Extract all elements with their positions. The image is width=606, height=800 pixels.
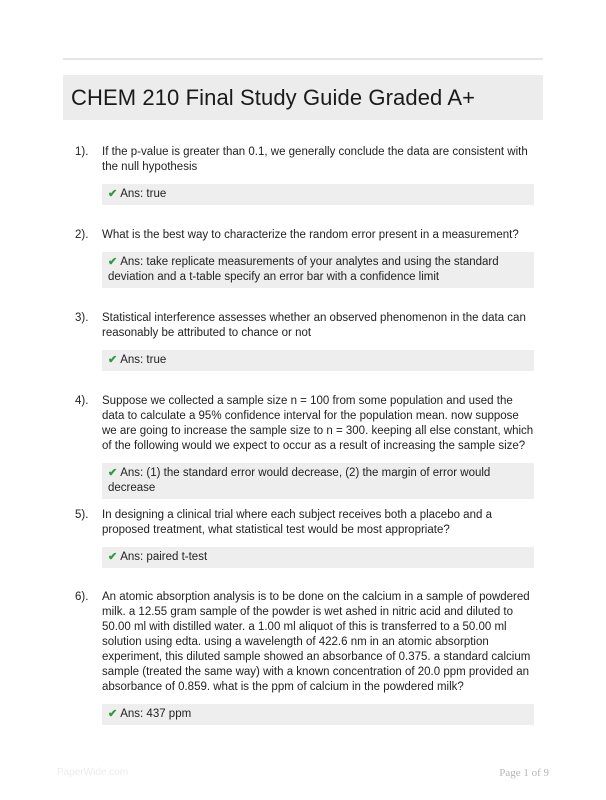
title-banner: [63, 75, 543, 120]
question-item: [75, 508, 535, 568]
checkmark-icon: ✔: [108, 708, 118, 720]
checkmark-icon: ✔: [108, 467, 118, 479]
question-text: An atomic absorption analysis is to be done on the calcium in a sample of powdered milk. a 12.55 gram sample of the powder is wet ashed in nitric acid and diluted to 50.00 ml with distilled water. a 1.00 ml aliquot of this is transferred to a 50.00 ml solution using edta. using a wavelength of 422.6 nm in an atomic absorption experiment, this diluted sample showed an absorbance of 0.375. a standard calcium sample (treated the same way) with a known concentration of 20.0 ppm provided an absorbance of 0.859. what is the ppm of calcium in the powdered milk?: [102, 591, 531, 693]
answer-text: Ans: 437 ppm: [120, 708, 192, 720]
checkmark-icon: ✔: [108, 551, 118, 563]
checkmark-icon: ✔: [108, 256, 118, 268]
question-item: [75, 590, 535, 725]
answer-box: [102, 252, 534, 288]
footer-watermark: PaperWide.com: [57, 767, 129, 778]
document-title: CHEM 210 Final Study Guide Graded A+: [71, 84, 476, 110]
answer-box: [102, 547, 534, 568]
checkmark-icon: ✔: [108, 354, 118, 366]
question-text: In designing a clinical trial where each subject receives both a placebo and a proposed treatment, what statistical test would be most appropriate?: [102, 509, 492, 536]
page-indicator: Page 1 of 9: [499, 767, 549, 779]
answer-box: [102, 704, 534, 725]
question-text: If the p-value is greater than 0.1, we generally conclude the data are consistent with the null hypothesis: [102, 146, 528, 173]
question-text: What is the best way to characterize the random error present in a measurement?: [102, 229, 519, 241]
question-item: [75, 311, 535, 371]
checkmark-icon: ✔: [108, 188, 118, 200]
question-text: Statistical interference assesses whether an observed phenomenon in the data can reasonably be attributed to chance or not: [102, 312, 526, 339]
answer-box: [102, 350, 534, 371]
answer-text: Ans: true: [120, 354, 167, 366]
question-number: 6).: [75, 591, 89, 603]
question-number: 1).: [75, 146, 89, 158]
answer-box: [102, 184, 534, 205]
answer-box: [102, 463, 534, 499]
answer-text: Ans: (1) the standard error would decrease, (2) the margin of error would decrease: [108, 467, 491, 494]
question-item: [75, 145, 535, 205]
question-item: [75, 394, 535, 499]
top-divider: [63, 58, 543, 60]
answer-text: Ans: take replicate measurements of your analytes and using the standard deviation and a t-table specify an error bar with a confidence limit: [108, 256, 499, 283]
question-item: [75, 228, 535, 288]
question-text: Suppose we collected a sample size n = 100 from some population and used the data to calculate a 95% confidence interval for the population mean. now suppose we are going to increase the sample size to n = 300. keeping all else constant, which of the following would we expect to occur as a result of increasing the sample size?: [102, 395, 534, 452]
question-number: 2).: [75, 229, 89, 241]
question-number: 5).: [75, 509, 89, 521]
question-number: 4).: [75, 395, 89, 407]
answer-text: Ans: true: [120, 188, 167, 200]
answer-text: Ans: paired t-test: [120, 551, 208, 563]
question-number: 3).: [75, 312, 89, 324]
